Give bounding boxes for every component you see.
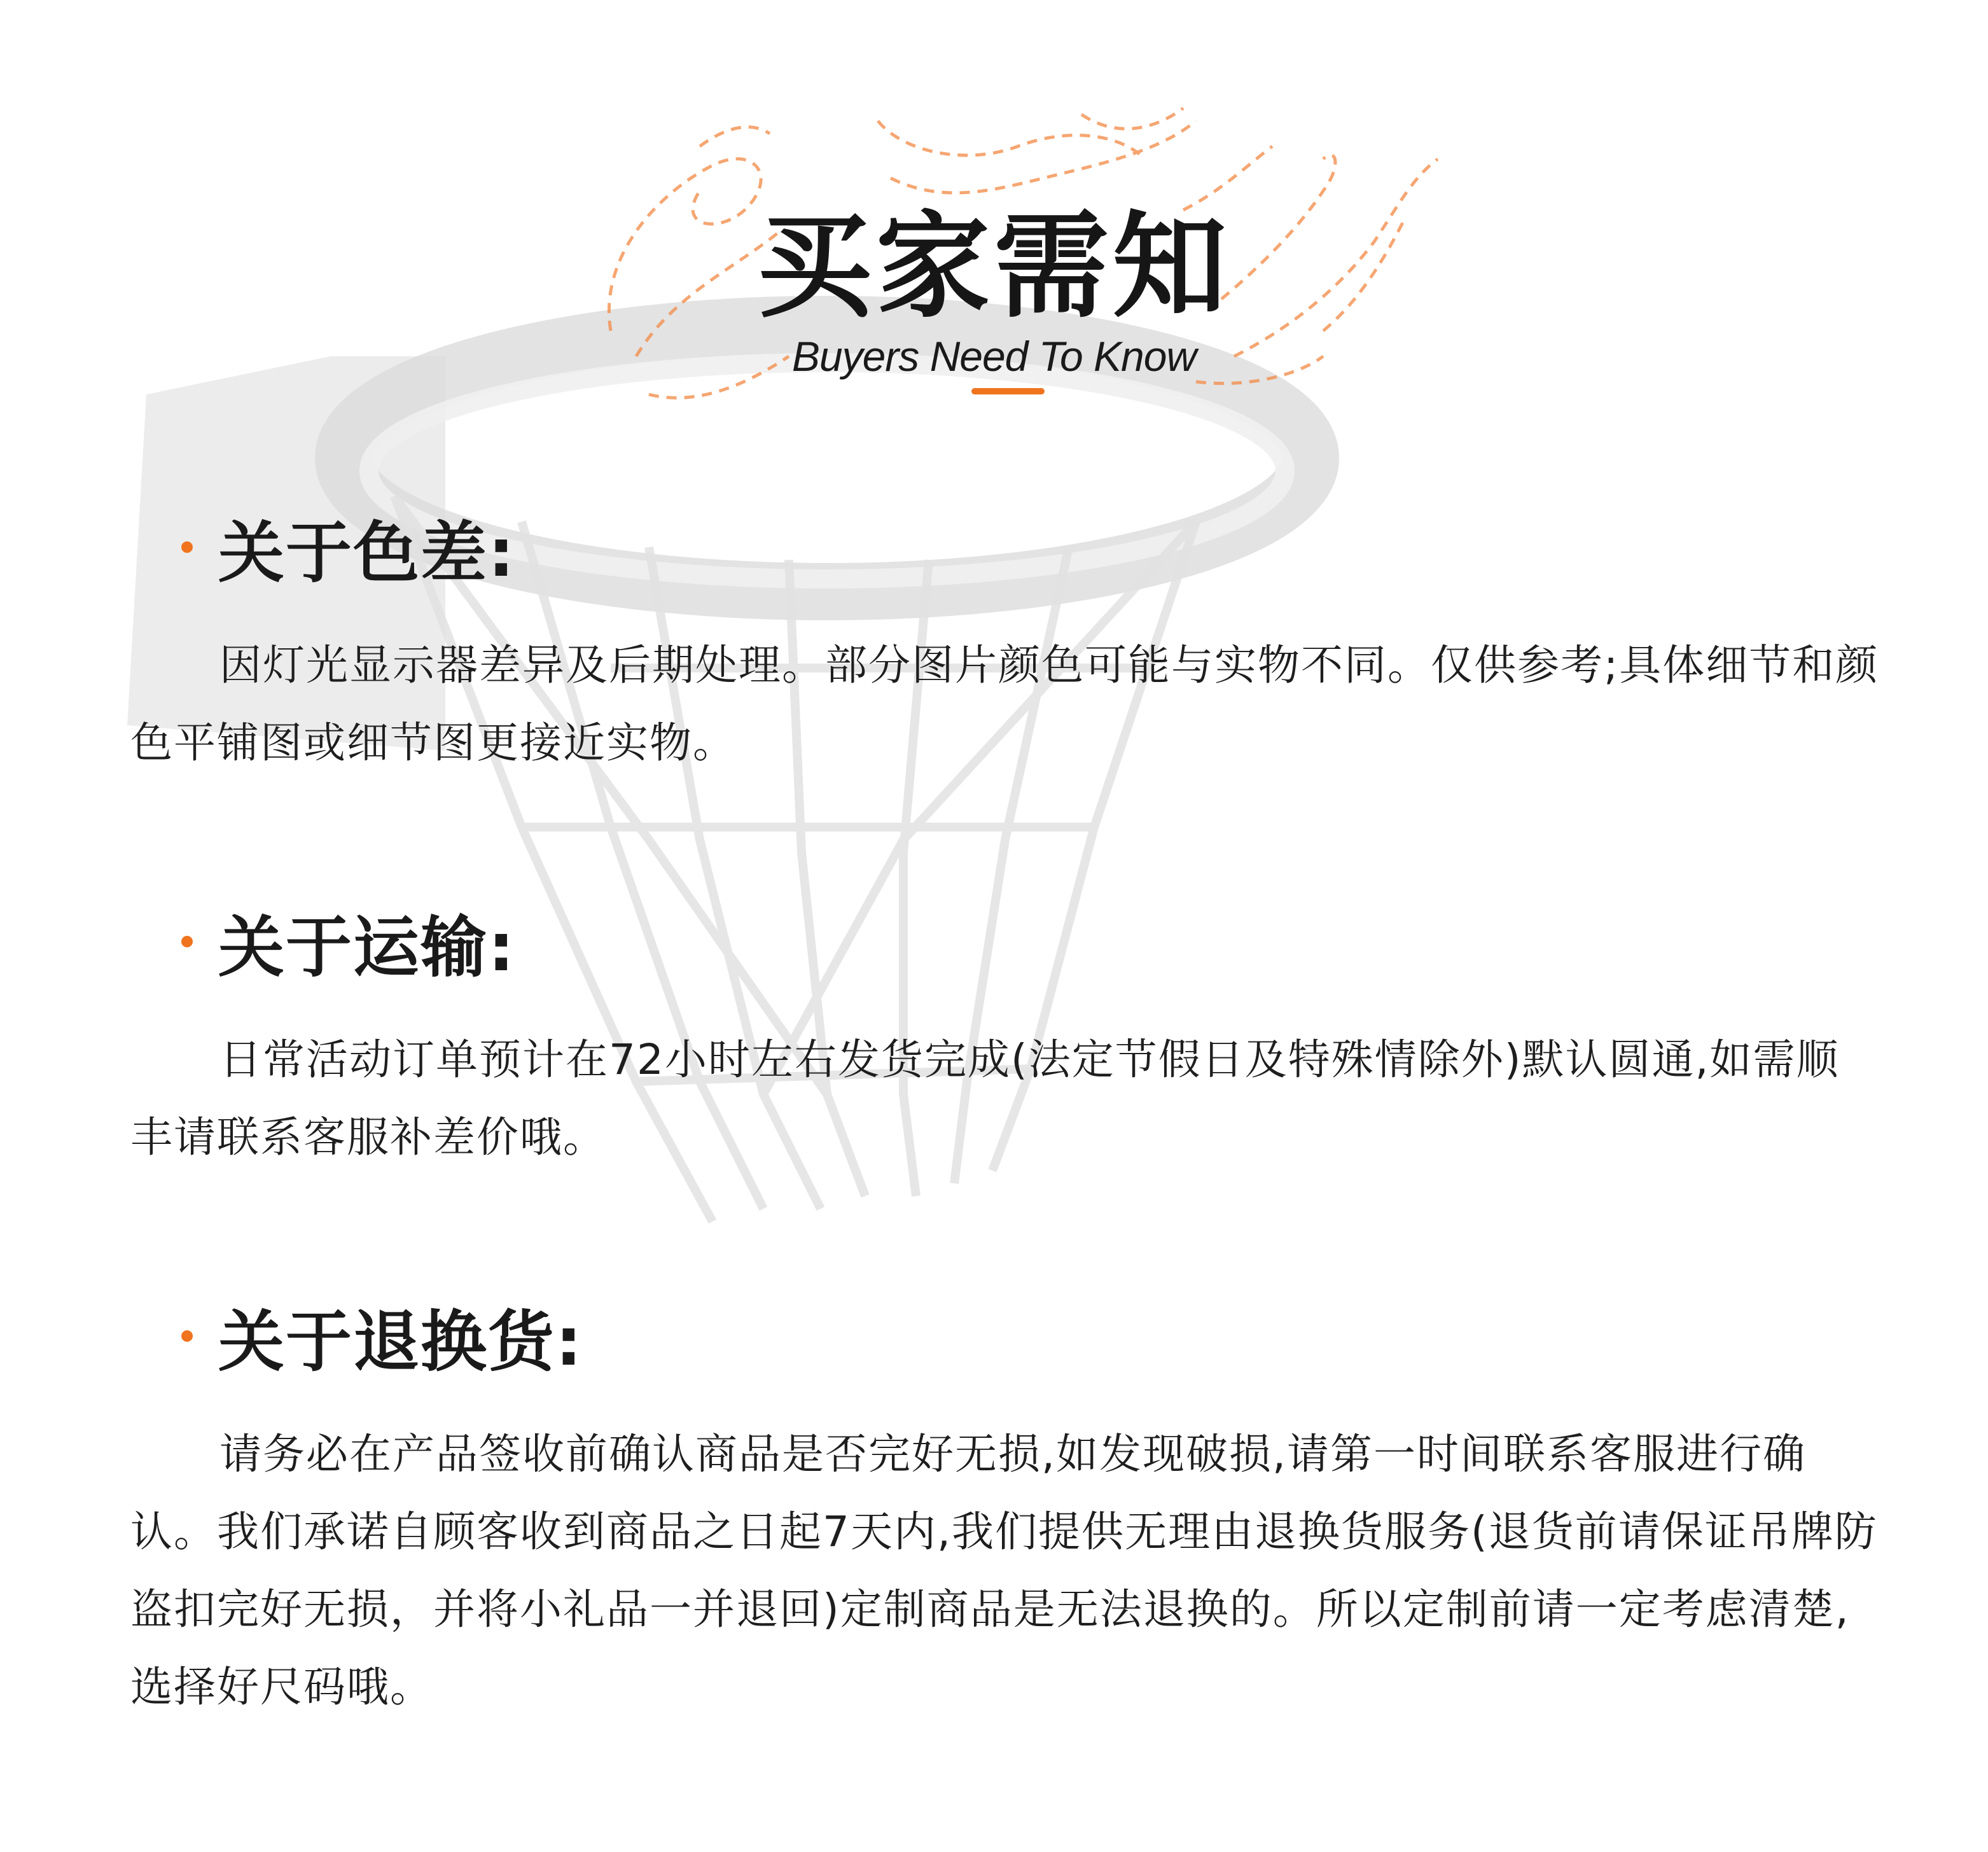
page-title: 买家需知 — [757, 200, 1231, 333]
section-body: 因灯光显示器差异及后期处理。部分图片颜色可能与实物不同。仅供参考;具体细节和颜色平铺图或细节图更接近实物。 — [130, 641, 1879, 767]
bullet-dot-icon — [181, 541, 193, 553]
section-heading — [181, 897, 516, 986]
section-heading — [181, 1292, 583, 1381]
bullet-dot-icon — [181, 936, 193, 947]
section-body: 日常活动订单预计在72小时左右发货完成(法定节假日及特殊情除外)默认圆通,如需顺丰请联系客服补差价哦。 — [130, 1035, 1840, 1162]
section-body: 请务必在产品签收前确认商品是否完好无损,如发现破损,请第一时间联系客服进行确认。我们承诺自顾客收到商品之日起7天内,我们提供无理由退换货服务(退货前请保证吊牌防盗扣完好无损，并将小礼品一并退回)定制商品是无法退换的。所以定制前请一定考虑清楚,选择好尺码哦。 — [130, 1430, 1878, 1711]
section-title: 关于运输: — [218, 909, 516, 986]
section-heading — [181, 503, 516, 592]
title-underline — [971, 388, 1045, 394]
bullet-dot-icon — [181, 1330, 193, 1342]
page-subtitle: Buyers Need To Know — [791, 333, 1197, 380]
section-title: 关于色差: — [218, 514, 516, 592]
section-title: 关于退换货: — [218, 1303, 583, 1381]
